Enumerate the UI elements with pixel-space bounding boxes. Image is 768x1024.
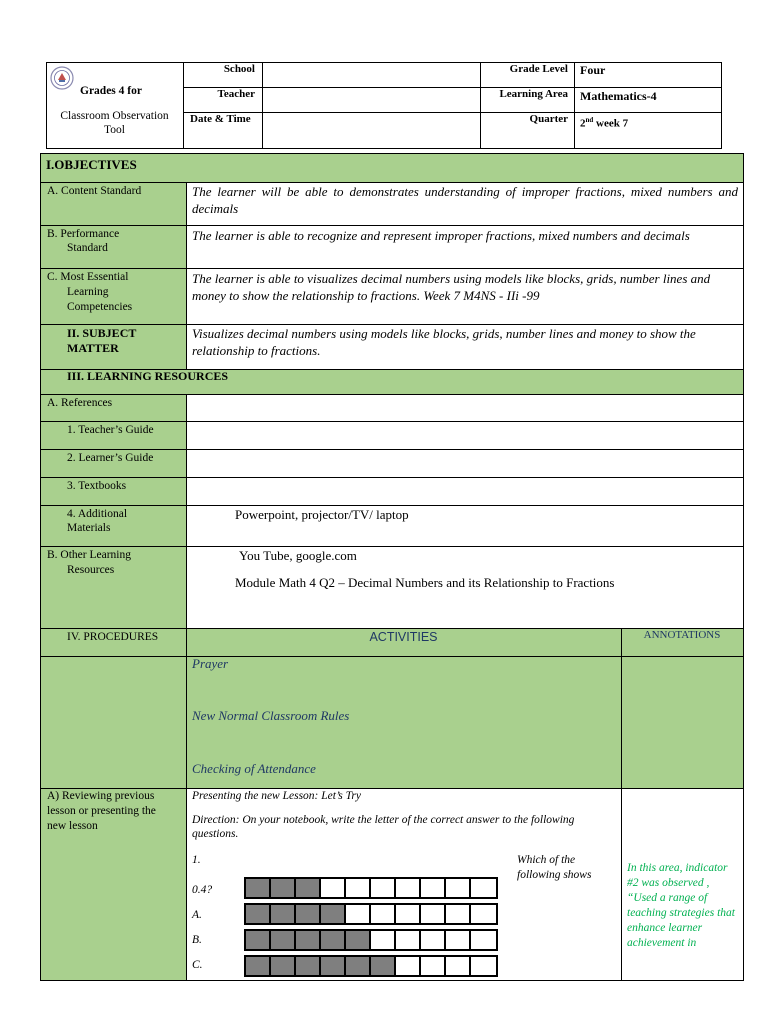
question-decimal-grid: [244, 877, 498, 899]
step-a-label-1: A) Reviewing previous: [47, 790, 155, 802]
grid-cell-empty: [471, 957, 496, 975]
grid-cell-shaded: [296, 957, 321, 975]
option-b-decimal-grid: [244, 929, 498, 951]
performance-standard-label-2: Standard: [67, 242, 108, 254]
option-a-label: A.: [192, 909, 202, 921]
learning-area-value: Mathematics-4: [580, 89, 657, 103]
date-time-label: Date & Time: [190, 113, 251, 125]
grid-cell-empty: [421, 957, 446, 975]
textbooks-label: 3. Textbooks: [67, 480, 127, 492]
learning-area-label: Learning Area: [499, 88, 568, 100]
option-c-decimal-grid: [244, 955, 498, 977]
grid-cell-shaded: [271, 879, 296, 897]
question-text-1: Which of the: [517, 854, 576, 866]
other-resources-value-2: Module Math 4 Q2 – Decimal Numbers and its Relationship to Fractions: [235, 575, 615, 590]
grid-cell-empty: [346, 879, 371, 897]
grid-cell-empty: [446, 931, 471, 949]
grid-cell-shaded: [321, 957, 346, 975]
grid-cell-empty: [396, 931, 421, 949]
content-standard-text: The learner will be able to demonstrates understanding of improper fractions, mixed numbers and decimals: [192, 184, 738, 216]
additional-materials-label-2: Materials: [67, 522, 111, 534]
option-b-label: B.: [192, 934, 202, 946]
other-resources-label-1: B. Other Learning: [47, 549, 131, 561]
additional-materials-label-1: 4. Additional: [67, 508, 128, 520]
question-text-2: following shows: [517, 869, 592, 881]
grade-level-label: Grade Level: [509, 63, 568, 75]
grid-cell-shaded: [271, 905, 296, 923]
grid-cell-empty: [396, 879, 421, 897]
references-label: A. References: [47, 397, 113, 409]
grid-cell-empty: [421, 879, 446, 897]
melc-label-2: Learning: [67, 286, 109, 298]
header-title-line3: Tool: [104, 124, 125, 136]
annotation-note: In this area, indicator #2 was observed , “Used a range of teaching strategies that enhance learner achievement in: [627, 862, 735, 949]
additional-materials-value: Powerpoint, projector/TV/ laptop: [235, 507, 409, 522]
melc-label-1: C. Most Essential: [47, 271, 129, 283]
deped-seal-logo: [50, 66, 74, 90]
attendance-text: Checking of Attendance: [192, 761, 316, 776]
quarter-value: 2nd week 7: [580, 116, 629, 130]
grid-cell-empty: [371, 931, 396, 949]
grid-cell-shaded: [371, 957, 396, 975]
performance-standard-label-1: B. Performance: [47, 228, 120, 240]
melc-label-3: Competencies: [67, 301, 133, 313]
subject-matter-label-2: MATTER: [67, 341, 119, 355]
header-title-line2: Classroom Observation: [60, 110, 169, 122]
teachers-guide-label: 1. Teacher’s Guide: [67, 424, 154, 436]
header-title-line1: Grades 4 for: [80, 85, 142, 97]
melc-text: The learner is able to visualizes decimal numbers using models like blocks, grids, number lines and money to show the relationship to fractions. Week 7 M4NS - IIi -99: [192, 271, 711, 303]
grid-cell-shaded: [271, 957, 296, 975]
grid-cell-shaded: [296, 905, 321, 923]
grid-cell-empty: [396, 905, 421, 923]
grid-cell-empty: [446, 879, 471, 897]
grid-cell-shaded: [246, 931, 271, 949]
grid-cell-shaded: [271, 931, 296, 949]
grid-cell-empty: [396, 957, 421, 975]
presenting-lesson-text: Presenting the new Lesson: Let’s Try: [192, 790, 361, 802]
activities-heading: ACTIVITIES: [369, 630, 438, 644]
grid-cell-empty: [471, 905, 496, 923]
grid-cell-empty: [421, 905, 446, 923]
learners-guide-label: 2. Learner’s Guide: [67, 452, 154, 464]
grid-cell-shaded: [246, 879, 271, 897]
other-resources-label-2: Resources: [67, 564, 115, 576]
objectives-heading: I.OBJECTIVES: [46, 157, 137, 172]
grid-cell-shaded: [346, 931, 371, 949]
step-a-label-3: new lesson: [47, 820, 98, 832]
grid-cell-empty: [446, 905, 471, 923]
grid-cell-shaded: [346, 957, 371, 975]
teacher-label: Teacher: [217, 88, 255, 100]
grid-cell-empty: [471, 879, 496, 897]
grid-cell-shaded: [321, 931, 346, 949]
other-resources-value-1: You Tube, google.com: [239, 548, 357, 563]
school-label: School: [223, 63, 255, 75]
content-standard-label: A. Content Standard: [47, 185, 142, 197]
grid-cell-empty: [346, 905, 371, 923]
annotations-heading: ANNOTATIONS: [643, 629, 721, 641]
grid-cell-empty: [321, 879, 346, 897]
grid-cell-empty: [446, 957, 471, 975]
quarter-label: Quarter: [529, 113, 568, 125]
grid-cell-empty: [421, 931, 446, 949]
grid-cell-shaded: [321, 905, 346, 923]
grid-cell-shaded: [246, 905, 271, 923]
classroom-rules-text: New Normal Classroom Rules: [192, 708, 350, 723]
grid-cell-empty: [371, 879, 396, 897]
prayer-text: Prayer: [192, 656, 229, 671]
subject-matter-label-1: II. SUBJECT: [67, 326, 137, 340]
option-a-decimal-grid: [244, 903, 498, 925]
option-c-label: C.: [192, 959, 203, 971]
resources-heading: III. LEARNING RESOURCES: [67, 369, 229, 383]
grid-cell-shaded: [296, 879, 321, 897]
grid-cell-empty: [471, 931, 496, 949]
grid-cell-shaded: [246, 957, 271, 975]
question-number: 1.: [192, 854, 201, 866]
subject-matter-text: Visualizes decimal numbers using models like blocks, grids, number lines and money to show the relationship to fractions.: [192, 326, 696, 358]
grid-cell-empty: [371, 905, 396, 923]
grid-cell-shaded: [296, 931, 321, 949]
grade-level-value: Four: [580, 63, 606, 77]
question-value: 0.4?: [192, 884, 213, 896]
direction-text: Direction: On your notebook, write the letter of the correct answer to the following questions.: [192, 814, 575, 840]
procedures-heading: IV. PROCEDURES: [67, 631, 159, 643]
performance-standard-text: The learner is able to recognize and represent improper fractions, mixed numbers and decimals: [192, 228, 690, 243]
step-a-label-2: lesson or presenting the: [47, 805, 156, 817]
